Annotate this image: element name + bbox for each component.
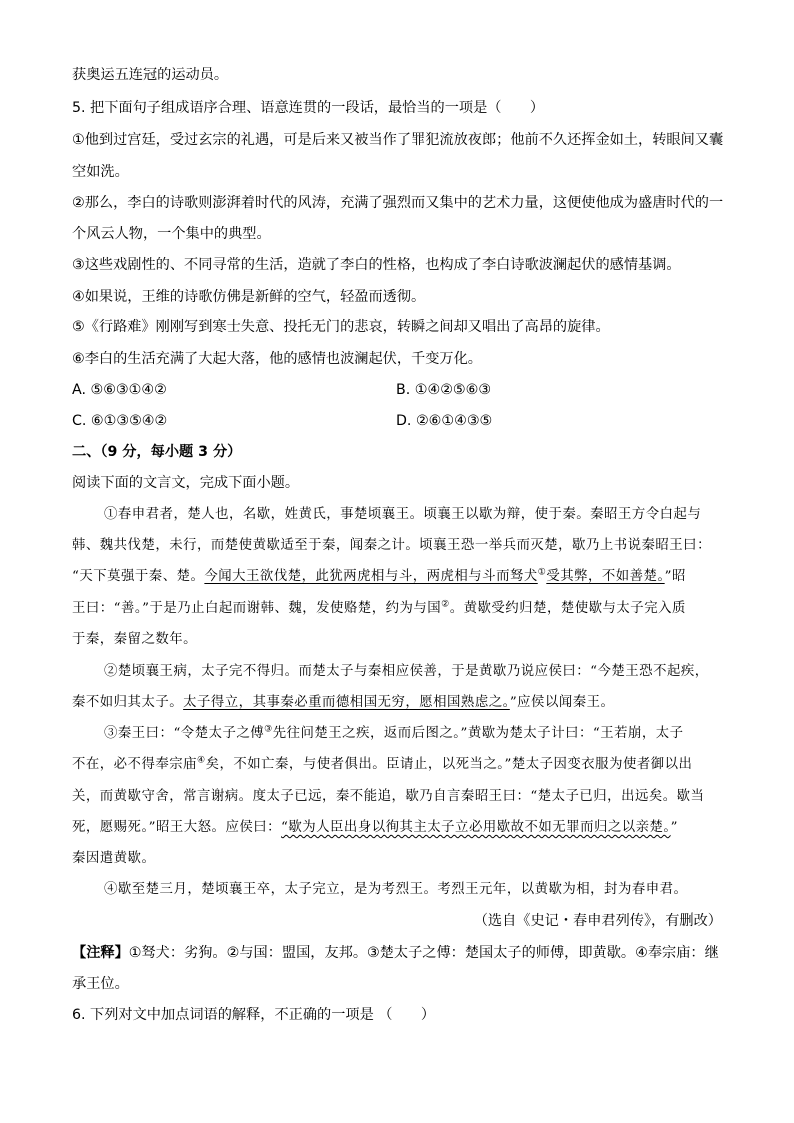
sentence-5: ⑤《行路难》刚刚写到寒士失意、投托无门的悲哀，转瞬之间却又唱出了高昂的旋律。 bbox=[72, 319, 610, 335]
passage-text: 矣，不如亡秦，与使者俱出。臣请止，以死当之。”楚太子因变衣服为使者御以出 bbox=[205, 757, 693, 772]
sentence-4: ④如果说，王维的诗歌仿佛是新鲜的空气，轻盈而透彻。 bbox=[72, 289, 426, 305]
passage-text: 不在，必不得奉宗庙 bbox=[72, 757, 198, 772]
passage-text: ③秦王曰：“令楚太子之傅 bbox=[104, 726, 265, 741]
passage-text: “天下莫强于秦、楚。 bbox=[72, 569, 205, 584]
passage-p3-line bbox=[72, 819, 722, 837]
notes-cont: 承王位。 bbox=[72, 976, 129, 992]
underlined-sentence: 今闻大王欲伐楚，此犹两虎相与斗，两虎相与斗而驽犬 bbox=[204, 569, 538, 584]
passage-p4: ④歇至楚三月，楚顷襄王卒，太子完立，是为考烈王。考烈王元年，以黄歇为相，封为春申君。 bbox=[104, 882, 688, 897]
passage-text: 死，愿赐死。”昭王大怒。应侯曰： bbox=[72, 820, 282, 835]
note-marker: ④ bbox=[197, 755, 206, 766]
sentence-1-cont: 空如洗。 bbox=[72, 164, 129, 180]
wavy-underlined-sentence: “歇为人臣出身以徇其主太子立必用歇故不如无罪而归之以亲楚。 bbox=[281, 820, 671, 835]
note-marker: ② bbox=[441, 599, 450, 610]
option-a: A. ⑤⑥③①④② bbox=[72, 382, 167, 398]
note-marker: ③ bbox=[264, 724, 273, 735]
passage-p2: ②楚顷襄王病，太子完不得归。而楚太子与秦相应侯善，于是黄歇乃说应侯曰：“今楚王恐不起疾， bbox=[104, 664, 709, 679]
underlined-sentence: 太子得立，其事秦必重而德相国无穷，愿相国熟虑之。 bbox=[183, 695, 510, 710]
underlined-sentence: 受其弊，不如善楚。 bbox=[546, 569, 665, 584]
passage-p3-line: 关，而黄歇守舍，常言谢病。度太子已远，秦不能追，歇乃自言秦昭王曰：“楚太子已归，出远矣。歇当 bbox=[72, 789, 705, 804]
notes-label: 【注释】 bbox=[72, 945, 129, 961]
passage-text: 秦不如归其太子。 bbox=[72, 695, 184, 710]
passage-p1-line: 韩、魏共伐楚，未行，而楚使黄歇适至于秦，闻秦之计。顷襄王恐一举兵而灭楚，歇乃上书说秦昭王曰： bbox=[72, 538, 711, 553]
option-c: C. ⑥①③⑤④② bbox=[72, 413, 168, 429]
option-b: B. ①④②⑤⑥③ bbox=[396, 382, 492, 398]
passage-text: 王曰：“善。”于是乃止白起而谢韩、魏，发使赂楚，约为与国 bbox=[72, 601, 442, 616]
passage-text: ”昭 bbox=[664, 569, 686, 584]
passage-text: 先往问楚王之疾，返而后图之。”黄歇为楚太子计曰：“王若崩，太子 bbox=[272, 726, 684, 741]
reading-intro: 阅读下面的文言文，完成下面小题。 bbox=[72, 475, 300, 491]
question-6-stem: 6. 下列对文中加点词语的解释，不正确的一项是 （ ） bbox=[72, 1007, 436, 1023]
source-citation: （选自《史记・春申君列传》，有删改） bbox=[473, 913, 722, 929]
passage-p3-line bbox=[72, 756, 722, 774]
passage-p3 bbox=[104, 725, 722, 743]
passage-p1: ①春申君者，楚人也，名歇，姓黄氏，事楚顷襄王。顷襄王以歇为辩，使于秦。秦昭王方令白起与 bbox=[104, 507, 702, 522]
passage-text: ” bbox=[670, 820, 678, 835]
sentence-6: ⑥李白的生活充满了大起大落，他的感情也波澜起伏，千变万化。 bbox=[72, 351, 482, 367]
notes-text: ①驽犬：劣狗。②与国：盟国，友邦。③楚太子之傅：楚国太子的师傅，即黄歇。④奉宗庙：继 bbox=[128, 945, 719, 961]
passage-p2-line bbox=[72, 694, 722, 712]
passage-text: ”应侯以闻秦王。 bbox=[509, 695, 615, 710]
passage-p1-line bbox=[72, 600, 722, 618]
text-line: 获奥运五连冠的运动员。 bbox=[72, 67, 229, 83]
sentence-2: ②那么，李白的诗歌则澎湃着时代的风涛，充满了强烈而又集中的艺术力量，这便使他成为盛唐时代的一 bbox=[72, 195, 724, 211]
passage-p1-line bbox=[72, 568, 722, 586]
question-5-stem: 5. 把下面句子组成语序合理、语意连贯的一段话，最恰当的一项是（ ） bbox=[72, 100, 545, 116]
sentence-2-cont: 个风云人物，一个集中的典型。 bbox=[72, 226, 271, 242]
section-2-heading: 二、（9 分，每小题 3 分） bbox=[72, 444, 242, 460]
passage-p1-line: 于秦，秦留之数年。 bbox=[72, 632, 198, 647]
note-marker: ① bbox=[537, 567, 547, 578]
passage-p3-line: 秦因遣黄歇。 bbox=[72, 851, 156, 866]
sentence-1: ①他到过宫廷，受过玄宗的礼遇，可是后来又被当作了罪犯流放夜郎；他前不久还挥金如土，转眼间又囊 bbox=[72, 132, 724, 148]
notes bbox=[72, 944, 722, 962]
passage-text: 。黄歇受约归楚，楚使歇与太子完入质 bbox=[449, 601, 686, 616]
sentence-3: ③这些戏剧性的、不同寻常的生活，造就了李白的性格，也构成了李白诗歌波澜起伏的感情基调。 bbox=[72, 257, 681, 273]
option-d: D. ②⑥①④③⑤ bbox=[396, 413, 493, 429]
